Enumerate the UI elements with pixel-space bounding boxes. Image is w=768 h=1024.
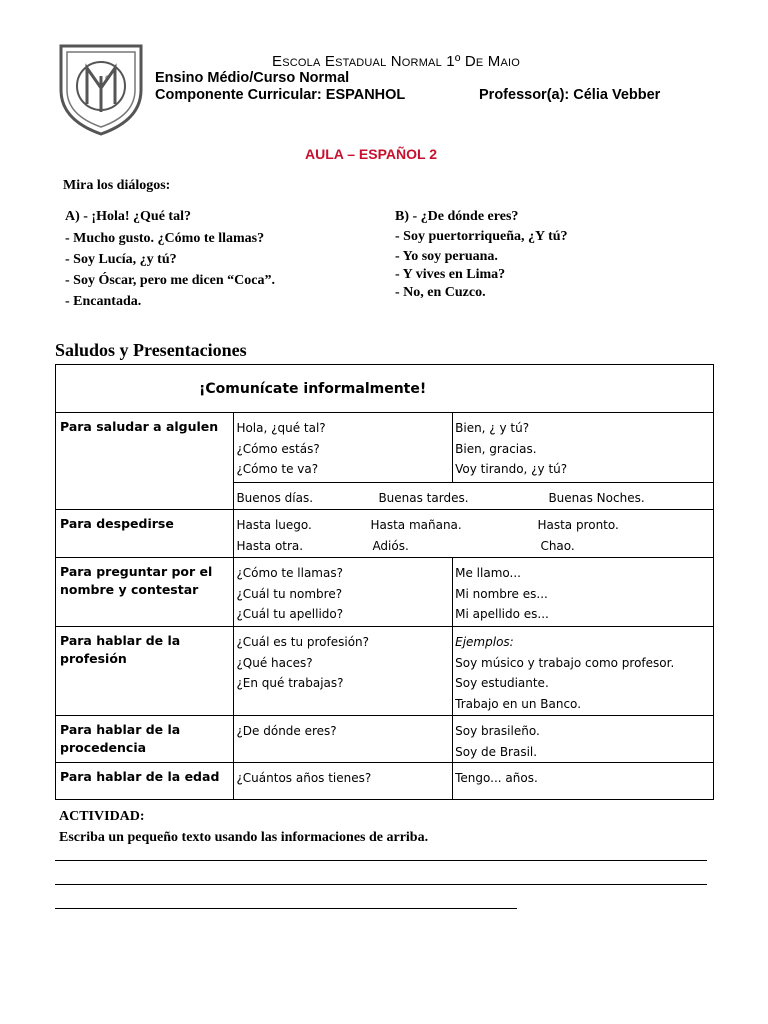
origin-answers: Soy brasileño. Soy de Brasil. [453, 716, 714, 763]
writing-line[interactable] [55, 884, 707, 885]
greet-time-of-day: Buenos días. Buenas tardes. Buenas Noches. [234, 483, 714, 510]
row-label-profession: Para hablar de la profesión [56, 627, 234, 716]
teacher-name: Professor(a): Célia Vebber [479, 87, 661, 103]
school-crest-icon [57, 40, 145, 136]
course-name: Ensino Médio/Curso Normal [155, 70, 350, 86]
instructions: Mira los diálogos: [63, 178, 171, 193]
lesson-title: AULA – ESPAÑOL 2 [305, 146, 437, 162]
writing-line[interactable] [55, 860, 707, 861]
dialog-b-line: - Yo soy peruana. [395, 249, 498, 264]
dialog-b-line: - Soy puertorriqueña, ¿Y tú? [395, 229, 568, 244]
name-answers: Me llamo... Mi nombre es... Mi apellido es... [453, 558, 714, 627]
activity-prompt: Escriba un pequeño texto usando las informaciones de arriba. [59, 830, 429, 845]
row-label-age: Para hablar de la edad [56, 763, 234, 800]
row-label-greet: Para saludar a algulen [56, 413, 234, 510]
name-questions: ¿Cómo te llamas? ¿Cuál tu nombre? ¿Cuál tu apellido? [234, 558, 453, 627]
profession-examples: Ejemplos: Soy músico y trabajo como profesor. Soy estudiante. Trabajo en un Banco. [453, 627, 714, 716]
school-name: Escola Estadual Normal 1º De Maio [272, 53, 521, 70]
dialog-a-line: - Soy Óscar, pero me dicen “Coca”. [65, 273, 275, 288]
row-label-name: Para preguntar por el nombre y contestar [56, 558, 234, 627]
origin-questions: ¿De dónde eres? [234, 716, 453, 763]
age-answers: Tengo... años. [453, 763, 714, 800]
row-label-farewell: Para despedirse [56, 510, 234, 558]
dialog-a-line: A) - ¡Hola! ¿Qué tal? [65, 209, 191, 224]
greet-questions: Hola, ¿qué tal? ¿Cómo estás? ¿Cómo te va? [234, 413, 453, 483]
curricular-component: Componente Curricular: ESPANHOL [155, 87, 406, 103]
dialog-a-line: - Mucho gusto. ¿Cómo te llamas? [65, 231, 265, 246]
dialog-b-line: - No, en Cuzco. [395, 285, 486, 300]
dialog-a-line: - Encantada. [65, 294, 142, 309]
svg-text:o: o [105, 73, 110, 82]
table-title: ¡Comunícate informalmente! [56, 365, 714, 413]
greetings-table [55, 364, 714, 800]
activity-title: ACTIVIDAD: [59, 809, 145, 824]
greet-answers: Bien, ¿ y tú? Bien, gracias. Voy tirando, ¿y tú? [453, 413, 714, 483]
farewell-phrases: Hasta luego. Hasta mañana. Hasta pronto. Hasta otra. Adiós. Chao. [234, 510, 714, 558]
age-questions: ¿Cuántos años tienes? [234, 763, 453, 800]
dialog-a-line: - Soy Lucía, ¿y tú? [65, 252, 177, 267]
row-label-origin: Para hablar de la procedencia [56, 716, 234, 763]
dialog-b-line: B) - ¿De dónde eres? [395, 209, 519, 224]
dialog-b-line: - Y vives en Lima? [395, 267, 506, 282]
section-title: Saludos y Presentaciones [55, 340, 247, 360]
profession-questions: ¿Cuál es tu profesión? ¿Qué haces? ¿En qué trabajas? [234, 627, 453, 716]
writing-line[interactable] [55, 908, 517, 909]
